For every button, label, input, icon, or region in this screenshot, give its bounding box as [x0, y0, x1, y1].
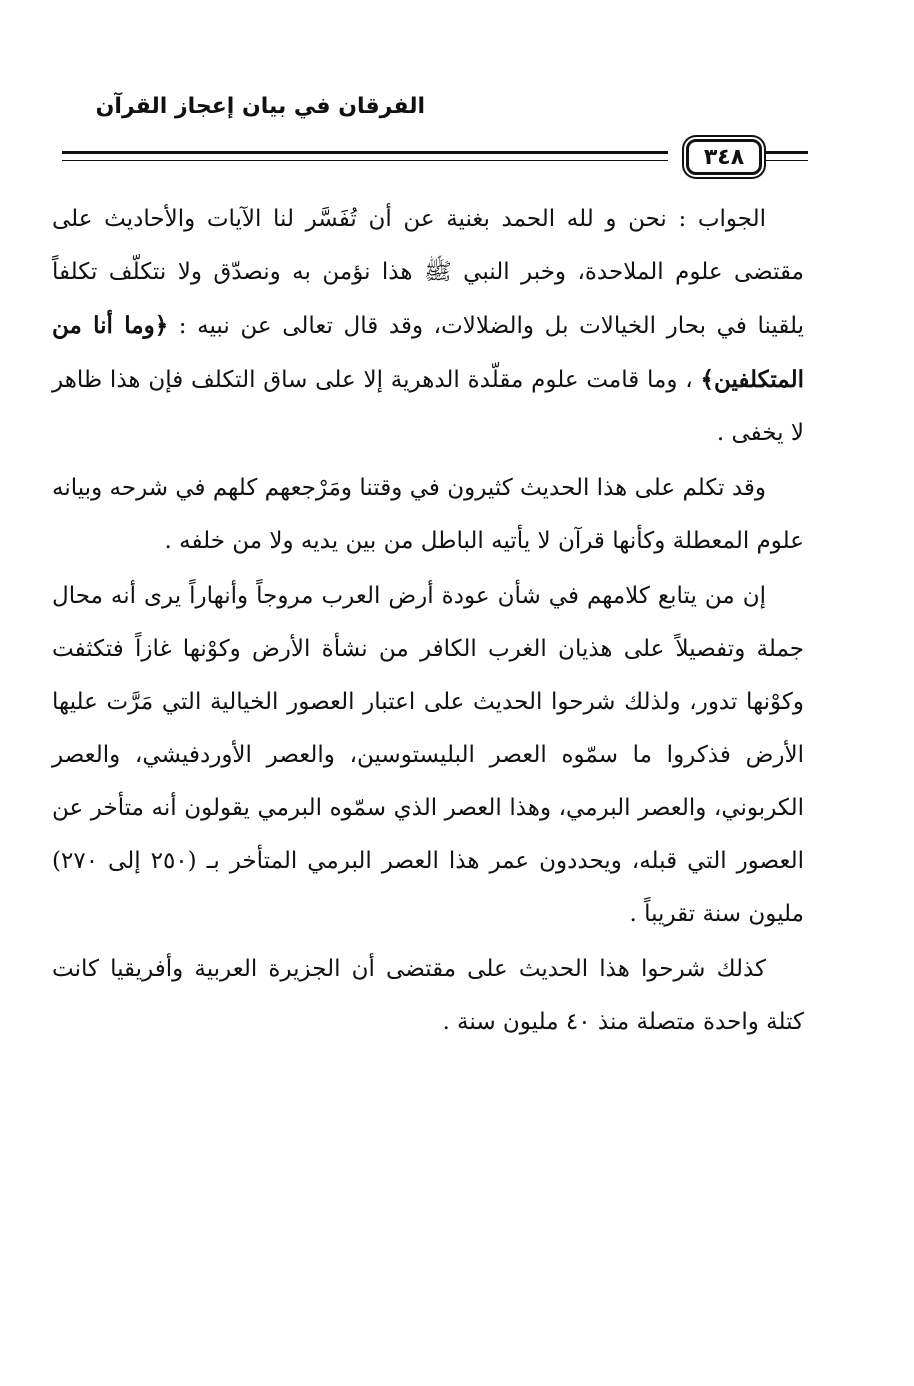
- header-rule: [62, 138, 802, 174]
- header-rule-stub: [764, 151, 808, 154]
- paragraph-3: إن من يتابع كلامهم في شأن عودة أرض العرب مروجاً وأنهاراً يرى أنه محال جملة وتفصيلاً على هذيان الغرب الكافر من نشأة الأرض وكوْنها غازاً فتكثفت وكوْنها تدور، ولذلك شرحوا الحديث على اعتبار العصور الخيالية التي مَرَّت عليها الأرض فذكروا ما سمّوه العصر البليستوسين، والعصر الأوردفيشي، والعصر الكربوني، والعصر البرمي، وهذا العصر الذي سمّوه البرمي يقولون أنه متأخر عن العصور التي قبله، ويحددون عمر هذا العصر البرمي المتأخر بـ (٢٥٠ إلى ٢٧٠) مليون سنة تقريباً .: [52, 583, 804, 927]
- paragraph-answer-text-2: ، وما قامت علوم مقلّدة الدهرية إلا على ساق التكلف فإن هذا ظاهر لا يخفى .: [52, 367, 804, 446]
- paragraph-answer: [52, 193, 804, 460]
- paragraph-4: كذلك شرحوا هذا الحديث على مقتضى أن الجزيرة العربية وأفريقيا كانت كتلة واحدة متصلة منذ ٤٠ مليون سنة .: [52, 956, 804, 1035]
- body-text: [52, 193, 804, 1049]
- paragraph-2: وقد تكلم على هذا الحديث كثيرون في وقتنا ومَرْجعهم كلهم في شرحه وبيانه علوم المعطلة وكأنها قرآن لا يأتيه الباطل من بين يديه ولا من خلفه .: [52, 475, 804, 554]
- paragraph-answer-text-1: الجواب : نحن و لله الحمد بغنية عن أن تُفَسَّر لنا الآيات والأحاديث على مقتضى علوم الملاحدة، وخبر النبي ﷺ هذا نؤمن به ونصدّق ولا نتكلّف تكلفاً يلقينا في بحار الخيالات بل والضلالات، وقد قال تعالى عن نبيه :: [52, 206, 804, 339]
- quran-quote: ﴿وما أنا من المتكلفين﴾: [52, 312, 804, 393]
- page-number-frame: [668, 138, 808, 174]
- header-rule-stub-thin: [764, 160, 808, 161]
- page-number: ٣٤٨: [686, 139, 762, 175]
- running-header-title: الفرقان في بيان إعجاز القرآن: [95, 94, 425, 119]
